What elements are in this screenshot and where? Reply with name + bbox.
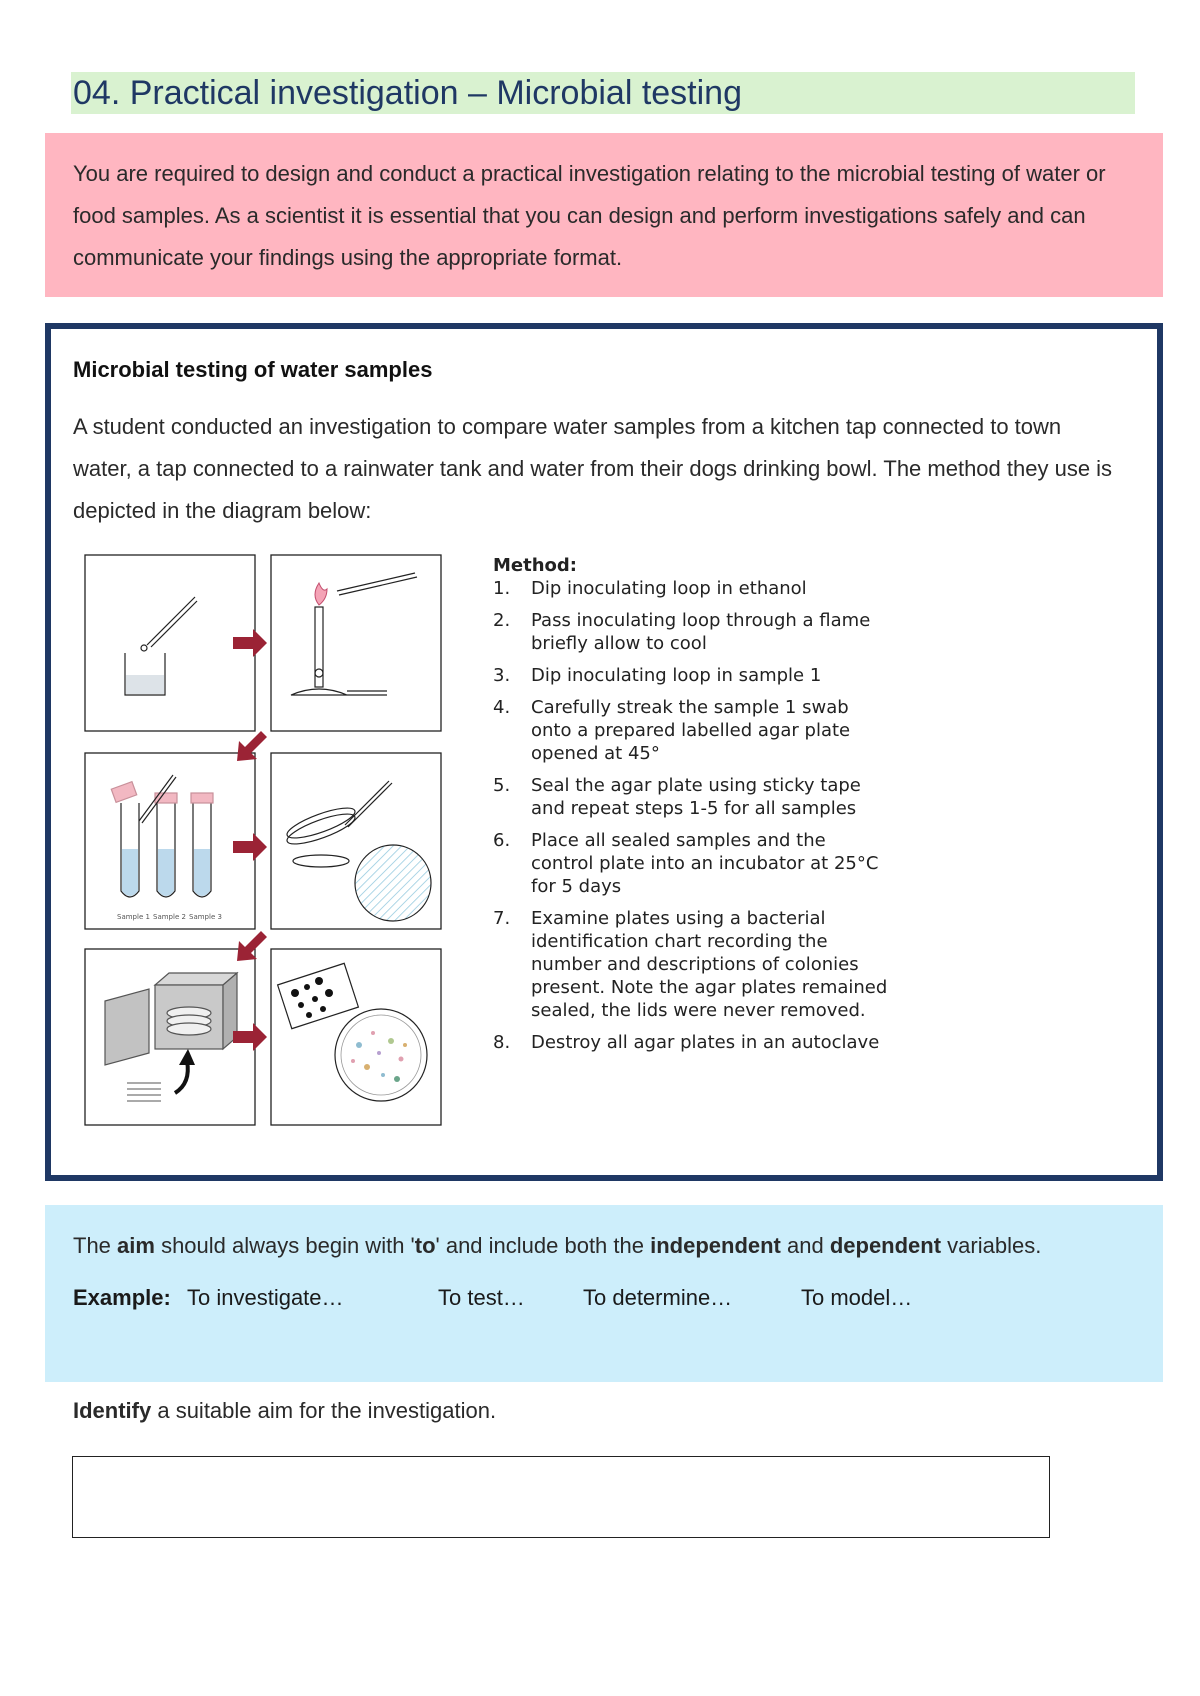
method-step: 8. Destroy all agar plates in an autoclave xyxy=(493,1032,880,1053)
panel-ethanol xyxy=(85,555,255,731)
example-3: To determine… xyxy=(583,1285,733,1310)
intro-panel xyxy=(45,133,1163,297)
aim-answer-box[interactable] xyxy=(72,1456,1050,1538)
flame-icon xyxy=(315,583,327,605)
panel-flame xyxy=(271,555,441,731)
arrow-diag-2 xyxy=(237,931,267,961)
arrow-diag-1 xyxy=(237,731,267,761)
page-title: 04. Practical investigation – Microbial testing xyxy=(73,74,742,112)
sealed-plates-stack-icon xyxy=(127,1083,161,1101)
example-2: To test… xyxy=(438,1285,525,1310)
bunsen-burner-icon xyxy=(291,607,387,695)
method-list xyxy=(493,555,893,1063)
identification-chart-icon xyxy=(278,963,359,1028)
case-study-panel xyxy=(45,323,1163,1181)
method-step: 2. Pass inoculating loop through a flame briefly allow to cool xyxy=(493,610,871,654)
method-step: 4. Carefully streak the sample 1 swab onto a prepared labelled agar plate opened at 45° xyxy=(493,697,851,764)
method-diagram xyxy=(83,553,483,1153)
beaker-icon xyxy=(125,653,165,695)
method-heading: Method: xyxy=(493,555,577,576)
task-prompt: Identify a suitable aim for the investigation. xyxy=(73,1398,497,1423)
aim-guidance-panel xyxy=(45,1205,1163,1382)
title-banner xyxy=(71,72,1135,114)
sample-label-3: Sample 3 xyxy=(189,913,222,921)
method-step: 3. Dip inoculating loop in sample 1 xyxy=(493,665,822,686)
method-step: 7. Examine plates using a bacterial identification chart recording the number and descriptions of colonies present. Note the agar plates remained sealed, the lids were never removed. xyxy=(493,908,888,1021)
case-study-title: Microbial testing of water samples xyxy=(73,357,433,382)
sample-label-2: Sample 2 xyxy=(153,913,186,921)
colony-plate-icon xyxy=(335,1009,427,1101)
intro-text: You are required to design and conduct a practical investigation relating to the microbial testing of water or food samples. As a scientist it is essential that you can design and perform investigations safely and can communicate your findings using the appropriate format. xyxy=(73,161,1106,270)
streaked-plate-icon xyxy=(355,845,431,921)
curved-arrow-icon xyxy=(175,1049,195,1093)
example-1: To investigate… xyxy=(187,1285,344,1310)
case-study-text: A student conducted an investigation to compare water samples from a kitchen tap connected to town water, a tap connected to a rainwater tank and water from their dogs drinking bowl. The method they use is depicted in the diagram below: xyxy=(73,414,1113,523)
loop-in-flame-icon xyxy=(337,573,417,595)
incubator-icon xyxy=(105,973,237,1065)
example-row xyxy=(73,1277,1136,1319)
example-label: Example: xyxy=(73,1285,171,1310)
method-step: 1. Dip inoculating loop in ethanol xyxy=(493,578,807,599)
inoculating-loop-icon xyxy=(141,597,197,651)
method-step: 6. Place all sealed samples and the control plate into an incubator at 25°C for 5 days xyxy=(493,830,879,897)
sample-label-1: Sample 1 xyxy=(117,913,150,921)
aim-guidance-text: The aim should always begin with 'to' and include both the independent and dependent variables. xyxy=(73,1233,1042,1258)
test-tubes-icon xyxy=(111,775,213,897)
arrow-right-2 xyxy=(233,833,267,861)
method-step: 5. Seal the agar plate using sticky tape and repeat steps 1-5 for all samples xyxy=(493,775,861,819)
example-4: To model… xyxy=(801,1285,913,1310)
arrow-right-1 xyxy=(233,629,267,657)
arrow-right-3 xyxy=(233,1023,267,1051)
